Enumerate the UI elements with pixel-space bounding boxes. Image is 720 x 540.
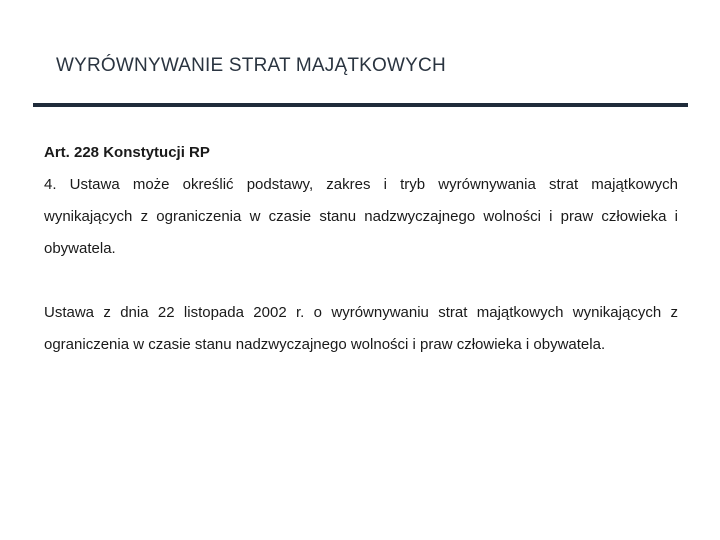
statute-text: Ustawa z dnia 22 listopada 2002 r. o wyrównywaniu strat majątkowych wynikających z ograniczenia w czasie stanu nadzwyczajnego wolności i praw człowieka i obywatela. — [44, 304, 678, 353]
article-heading: Art. 228 Konstytucji RP — [44, 144, 210, 161]
slide-title: WYRÓWNYWANIE STRAT MAJĄTKOWYCH — [56, 55, 446, 76]
statute-section — [44, 297, 678, 361]
article-text: 4. Ustawa może określić podstawy, zakres i tryb wyrównywania strat majątkowych wynikających z ograniczenia w czasie stanu nadzwyczajnego wolności i praw człowieka i obywatela. — [44, 176, 678, 257]
title-divider — [33, 103, 688, 107]
article-section — [44, 137, 678, 265]
